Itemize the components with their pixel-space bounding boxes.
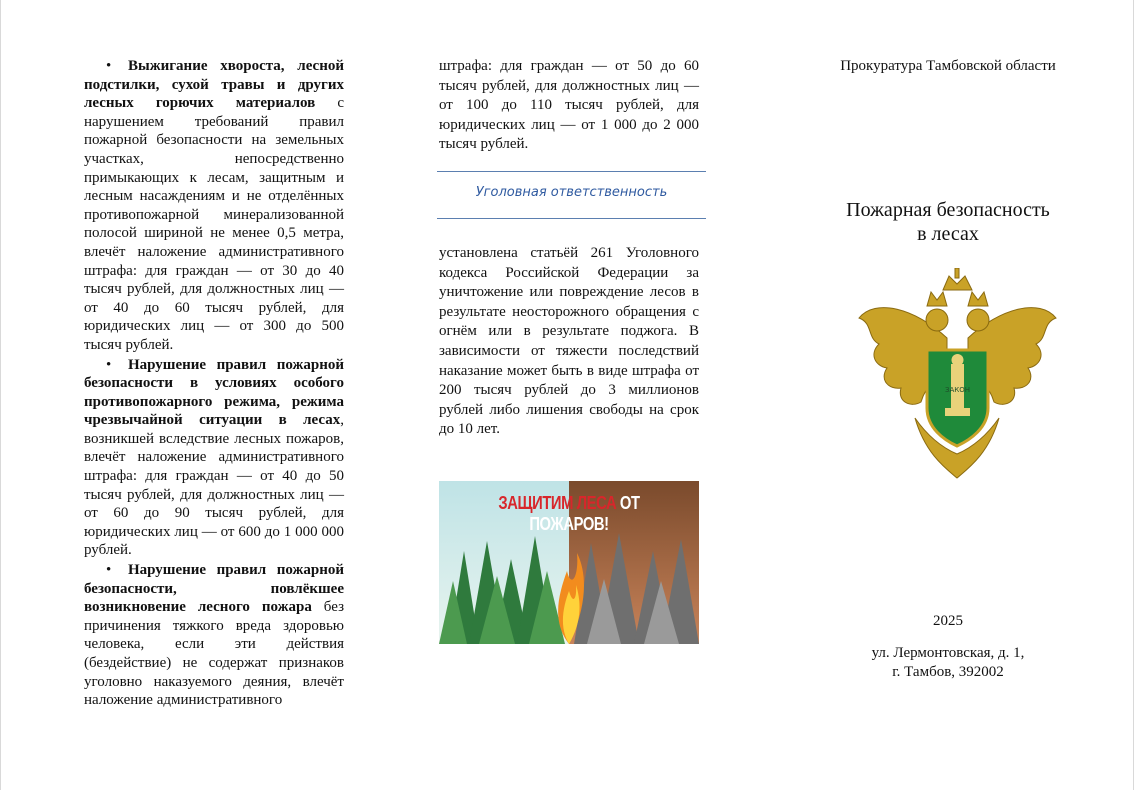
banner-slogan-part1: ЗАЩИТИМ ЛЕСА — [498, 493, 617, 513]
list-item — [84, 57, 344, 355]
address-line1: ул. Лермонтовская, д. 1, — [871, 645, 1025, 661]
banner-slogan — [462, 493, 675, 535]
list-item-text: с нарушением требований правил пожарной безопасности на земельных участках, непосредственно примыкающих к лесам, защитным и лесным насаждениям и не отделённых противопожарной минерализованной полосой шириной не менее 0,5 метра, влечёт наложение административного штрафа: для граждан — от 30 до 40 тысяч рублей, для должностных лиц — от 40 до 60 тысяч рублей, для юридических лиц — от 300 до 500 тысяч рублей. — [84, 95, 344, 353]
bullet-icon: • — [106, 356, 112, 373]
divider-top — [437, 171, 706, 172]
bullet-icon: • — [106, 58, 112, 74]
address-line2: г. Тамбов, 392002 — [892, 664, 1004, 680]
criminal-liability-paragraph: установлена статьёй 261 Уголовного кодекса Российской Федерации за уничтожение или повреждение лесов в результате неосторожного обращения с огнём или в результате поджога. В зависимости от тяжести последствий наказание может быть в виде штрафа от 200 тысяч рублей до 3 миллионов рублей либо лишения свободы на срок до 10 лет. — [439, 245, 699, 438]
brochure-title — [800, 198, 1096, 246]
list-item — [84, 356, 344, 561]
list-item — [84, 561, 344, 710]
section-heading: Уголовная ответственность — [475, 185, 668, 200]
list-item-text: без причинения тяжкого вреда здоровью человека, если эти действия (бездействие) не содержат признаков уголовно наказуемого деяния, влечёт наложение административного — [84, 599, 345, 709]
list-item-bold: Выжигание хвороста, лесной подстилки, сухой травы и других лесных горючих материалов — [84, 58, 344, 112]
prosecutor-emblem — [855, 268, 1060, 488]
penalty-list — [84, 57, 344, 710]
middle-column-top — [439, 57, 699, 155]
emblem-text: ЗАКОН — [944, 386, 971, 394]
continued-paragraph: штрафа: для граждан — от 50 до 60 тысяч рублей, для должностных лиц — от 100 до 110 тысяч рублей, для юридических лиц — от 1 000 до 2 000 тысяч рублей. — [439, 58, 699, 153]
address — [830, 644, 1066, 682]
forest-fire-banner — [439, 481, 699, 644]
left-column — [84, 57, 344, 711]
bullet-icon: • — [106, 562, 112, 579]
brochure-title-line1: Пожарная безопасность — [846, 199, 1050, 221]
list-item-text: , возникшей вследствие лесных пожаров, влечёт наложение административного штрафа: для граждан — от 40 до 50 тысяч рублей, для должностных лиц — от 60 до 90 тысяч рублей, для юридических лиц — от 600 до 1 000 000 рублей. — [84, 412, 344, 559]
brochure-title-line2: в лесах — [917, 223, 979, 245]
organization-name: Прокуратура Тамбовской области — [840, 58, 1056, 74]
divider-bottom — [437, 218, 706, 219]
banner-slogan-part2: ОТ ПОЖАРОВ! — [529, 493, 640, 534]
list-item-bold: Нарушение правил пожарной безопасности в условиях особого противопожарного режима, режима чрезвычайной ситуации в лесах — [84, 356, 344, 429]
list-item-bold: Нарушение правил пожарной безопасности, повлёкшее возникновение лесного пожара — [84, 562, 344, 616]
double-headed-eagle-icon — [855, 268, 1060, 488]
year: 2025 — [933, 613, 963, 629]
